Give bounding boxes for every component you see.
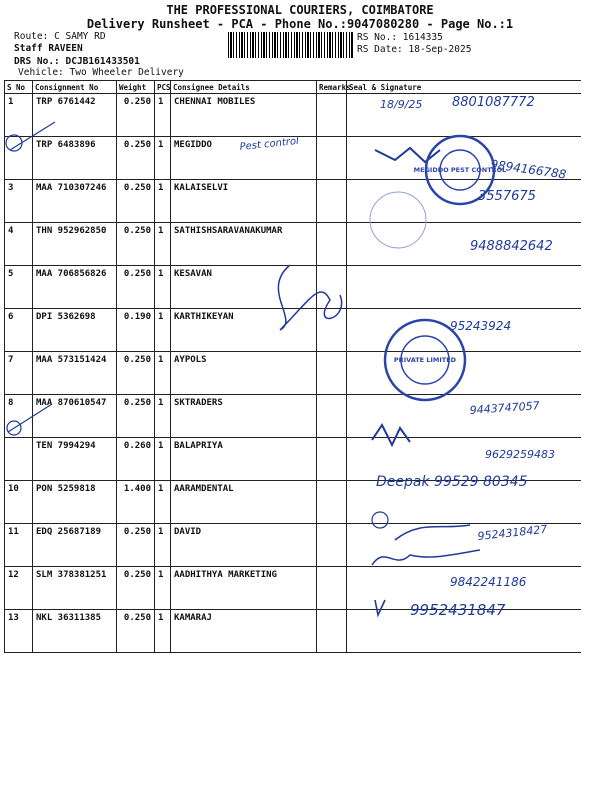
table-row: [5, 438, 581, 481]
cell-consignee: DAVID: [171, 524, 317, 567]
cell-sig: [347, 309, 581, 352]
cell-sno: [5, 137, 33, 180]
cell-remarks: [317, 567, 347, 610]
cell-sno: [5, 438, 33, 481]
table-row: [5, 309, 581, 352]
cell-remarks: [317, 223, 347, 266]
table-row: [5, 395, 581, 438]
cell-consignment: NKL 36311385: [33, 610, 117, 653]
rs-date-value: 18-Sep-2025: [408, 44, 472, 55]
cell-sno: 11: [5, 524, 33, 567]
cell-sno: 1: [5, 94, 33, 137]
hw-r7-phone: 95243924: [450, 319, 512, 333]
table-row: [5, 352, 581, 395]
cell-weight: 0.260: [117, 438, 155, 481]
cell-consignee: KAMARAJ: [171, 610, 317, 653]
rs-no-value: 1614335: [402, 32, 443, 43]
hw-r11-phone: 9524318427: [476, 522, 548, 543]
cell-consignment: MAA 710307246: [33, 180, 117, 223]
cell-consignment: MAA 870610547: [33, 395, 117, 438]
cell-sig: [347, 137, 581, 180]
table-row: [5, 180, 581, 223]
cell-remarks: [317, 266, 347, 309]
cell-weight: 0.250: [117, 524, 155, 567]
rs-date-line: [357, 44, 471, 55]
cell-remarks: [317, 180, 347, 223]
cell-remarks: [317, 352, 347, 395]
route-value: C SAMY RD: [54, 31, 106, 42]
table-row: [5, 266, 581, 309]
cell-remarks: [317, 137, 347, 180]
cell-pcs: 1: [155, 524, 171, 567]
cell-pcs: 1: [155, 610, 171, 653]
cell-sig: [347, 352, 581, 395]
cell-remarks: [317, 610, 347, 653]
cell-sig: [347, 438, 581, 481]
cell-pcs: 1: [155, 352, 171, 395]
rs-date-label: RS Date:: [357, 44, 403, 55]
table-row: [5, 137, 581, 180]
cell-remarks: [317, 309, 347, 352]
staff-line: [14, 43, 83, 54]
cell-pcs: 1: [155, 266, 171, 309]
col-sno: S No: [5, 81, 33, 94]
hw-r4-phone: 9488842642: [470, 239, 553, 254]
hw-r13-phone: 9952431847: [410, 601, 506, 619]
cell-consignee: KESAVAN: [171, 266, 317, 309]
cell-weight: 0.250: [117, 223, 155, 266]
rs-no-label: RS No.:: [357, 32, 398, 43]
cell-pcs: 1: [155, 395, 171, 438]
cell-pcs: 1: [155, 137, 171, 180]
cell-weight: 0.190: [117, 309, 155, 352]
cell-remarks: [317, 94, 347, 137]
cell-sig: [347, 266, 581, 309]
cell-pcs: 1: [155, 481, 171, 524]
drs-label: DRS No.:: [14, 56, 60, 67]
cell-weight: 0.250: [117, 94, 155, 137]
cell-sno: 13: [5, 610, 33, 653]
cell-consignee: BALAPRIYA: [171, 438, 317, 481]
table-row: [5, 610, 581, 653]
cell-consignment: PON 5259818: [33, 481, 117, 524]
cell-consignee: KALAISELVI: [171, 180, 317, 223]
hw-r10-text: Deepak 99529 80345: [376, 474, 528, 490]
cell-sig: [347, 610, 581, 653]
hw-r9-phone: 9629259483: [485, 448, 555, 461]
cell-weight: 0.250: [117, 352, 155, 395]
cell-sno: 3: [5, 180, 33, 223]
cell-consignment: MAA 573151424: [33, 352, 117, 395]
drs-line: [14, 56, 140, 67]
cell-consignee: AARAMDENTAL: [171, 481, 317, 524]
cell-sno: 6: [5, 309, 33, 352]
cell-consignment: TEN 7994294: [33, 438, 117, 481]
table-row: [5, 94, 581, 137]
col-consignment: Consignment No: [33, 81, 117, 94]
hw-r12-phone: 9842241186: [450, 575, 527, 589]
cell-weight: 1.400: [117, 481, 155, 524]
route-label: Route:: [14, 31, 49, 42]
table-row: [5, 481, 581, 524]
cell-consignee: MEGIDDO: [171, 137, 317, 180]
hw-r2-note: Pest control: [239, 135, 300, 153]
cell-sno: 5: [5, 266, 33, 309]
barcode: [228, 32, 353, 58]
cell-consignee: SATHISHSARAVANAKUMAR: [171, 223, 317, 266]
stamp-ltd-text: PRIVATE LIMITED: [393, 356, 457, 364]
cell-sig: [347, 94, 581, 137]
hw-r8-phone: 9443747057: [469, 399, 541, 417]
col-weight: Weight: [117, 81, 155, 94]
stamp-megiddo-text: MEGIDDO PEST CONTROL: [413, 166, 507, 174]
cell-consignment: TRP 6761442: [33, 94, 117, 137]
cell-pcs: 1: [155, 567, 171, 610]
table-header-row: [5, 81, 581, 94]
cell-sno: 10: [5, 481, 33, 524]
cell-consignee: KARTHIKEYAN: [171, 309, 317, 352]
col-consignee: Consignee Details: [171, 81, 317, 94]
cell-pcs: 1: [155, 223, 171, 266]
cell-weight: 0.250: [117, 395, 155, 438]
hw-r2-phone: 9894166788: [489, 157, 568, 182]
vehicle-label: Vehicle:: [18, 67, 64, 78]
cell-sno: 8: [5, 395, 33, 438]
cell-pcs: 1: [155, 94, 171, 137]
cell-weight: 0.250: [117, 610, 155, 653]
company-title: THE PROFESSIONAL COURIERS, COIMBATORE: [166, 3, 434, 17]
cell-consignee: AYPOLS: [171, 352, 317, 395]
cell-consignment: TRP 6483896: [33, 137, 117, 180]
table-row: [5, 524, 581, 567]
cell-consignee: CHENNAI MOBILES: [171, 94, 317, 137]
route-line: [14, 31, 106, 42]
vehicle-value: Two Wheeler Delivery: [69, 67, 184, 78]
cell-sno: 12: [5, 567, 33, 610]
cell-sno: 7: [5, 352, 33, 395]
cell-remarks: [317, 438, 347, 481]
staff-label: Staff: [14, 43, 43, 54]
hw-r3-phone: 3557675: [478, 189, 536, 204]
cell-weight: 0.250: [117, 567, 155, 610]
cell-consignment: EDQ 25687189: [33, 524, 117, 567]
hw-r1-phone: 8801087772: [452, 95, 535, 110]
cell-sig: [347, 395, 581, 438]
cell-consignee: SKTRADERS: [171, 395, 317, 438]
cell-remarks: [317, 524, 347, 567]
cell-remarks: [317, 395, 347, 438]
cell-sno: 4: [5, 223, 33, 266]
cell-consignment: SLM 378381251: [33, 567, 117, 610]
cell-sig: [347, 524, 581, 567]
rs-no-line: [357, 32, 443, 43]
cell-weight: 0.250: [117, 180, 155, 223]
col-remarks: Remarks: [317, 81, 347, 94]
col-pcs: PCS: [155, 81, 171, 94]
cell-consignment: MAA 706856826: [33, 266, 117, 309]
cell-weight: 0.250: [117, 266, 155, 309]
col-seal-signature: Seal & Signature: [347, 81, 581, 94]
cell-weight: 0.250: [117, 137, 155, 180]
cell-consignment: THN 952962850: [33, 223, 117, 266]
runsheet-table: [4, 80, 581, 653]
cell-sig: [347, 481, 581, 524]
cell-sig: [347, 180, 581, 223]
cell-sig: [347, 567, 581, 610]
cell-consignee: AADHITHYA MARKETING: [171, 567, 317, 610]
cell-consignment: DPI 5362698: [33, 309, 117, 352]
staff-value: RAVEEN: [48, 43, 83, 54]
cell-remarks: [317, 481, 347, 524]
cell-pcs: 1: [155, 180, 171, 223]
hw-r1-date: 18/9/25: [380, 98, 423, 111]
drs-value: DCJB161433501: [65, 56, 140, 67]
table-row: [5, 567, 581, 610]
cell-pcs: 1: [155, 309, 171, 352]
runsheet-subtitle: Delivery Runsheet - PCA - Phone No.:9047080280 - Page No.:1: [86, 17, 514, 31]
cell-sig: [347, 223, 581, 266]
vehicle-line: [18, 67, 184, 78]
cell-pcs: 1: [155, 438, 171, 481]
table-row: [5, 223, 581, 266]
